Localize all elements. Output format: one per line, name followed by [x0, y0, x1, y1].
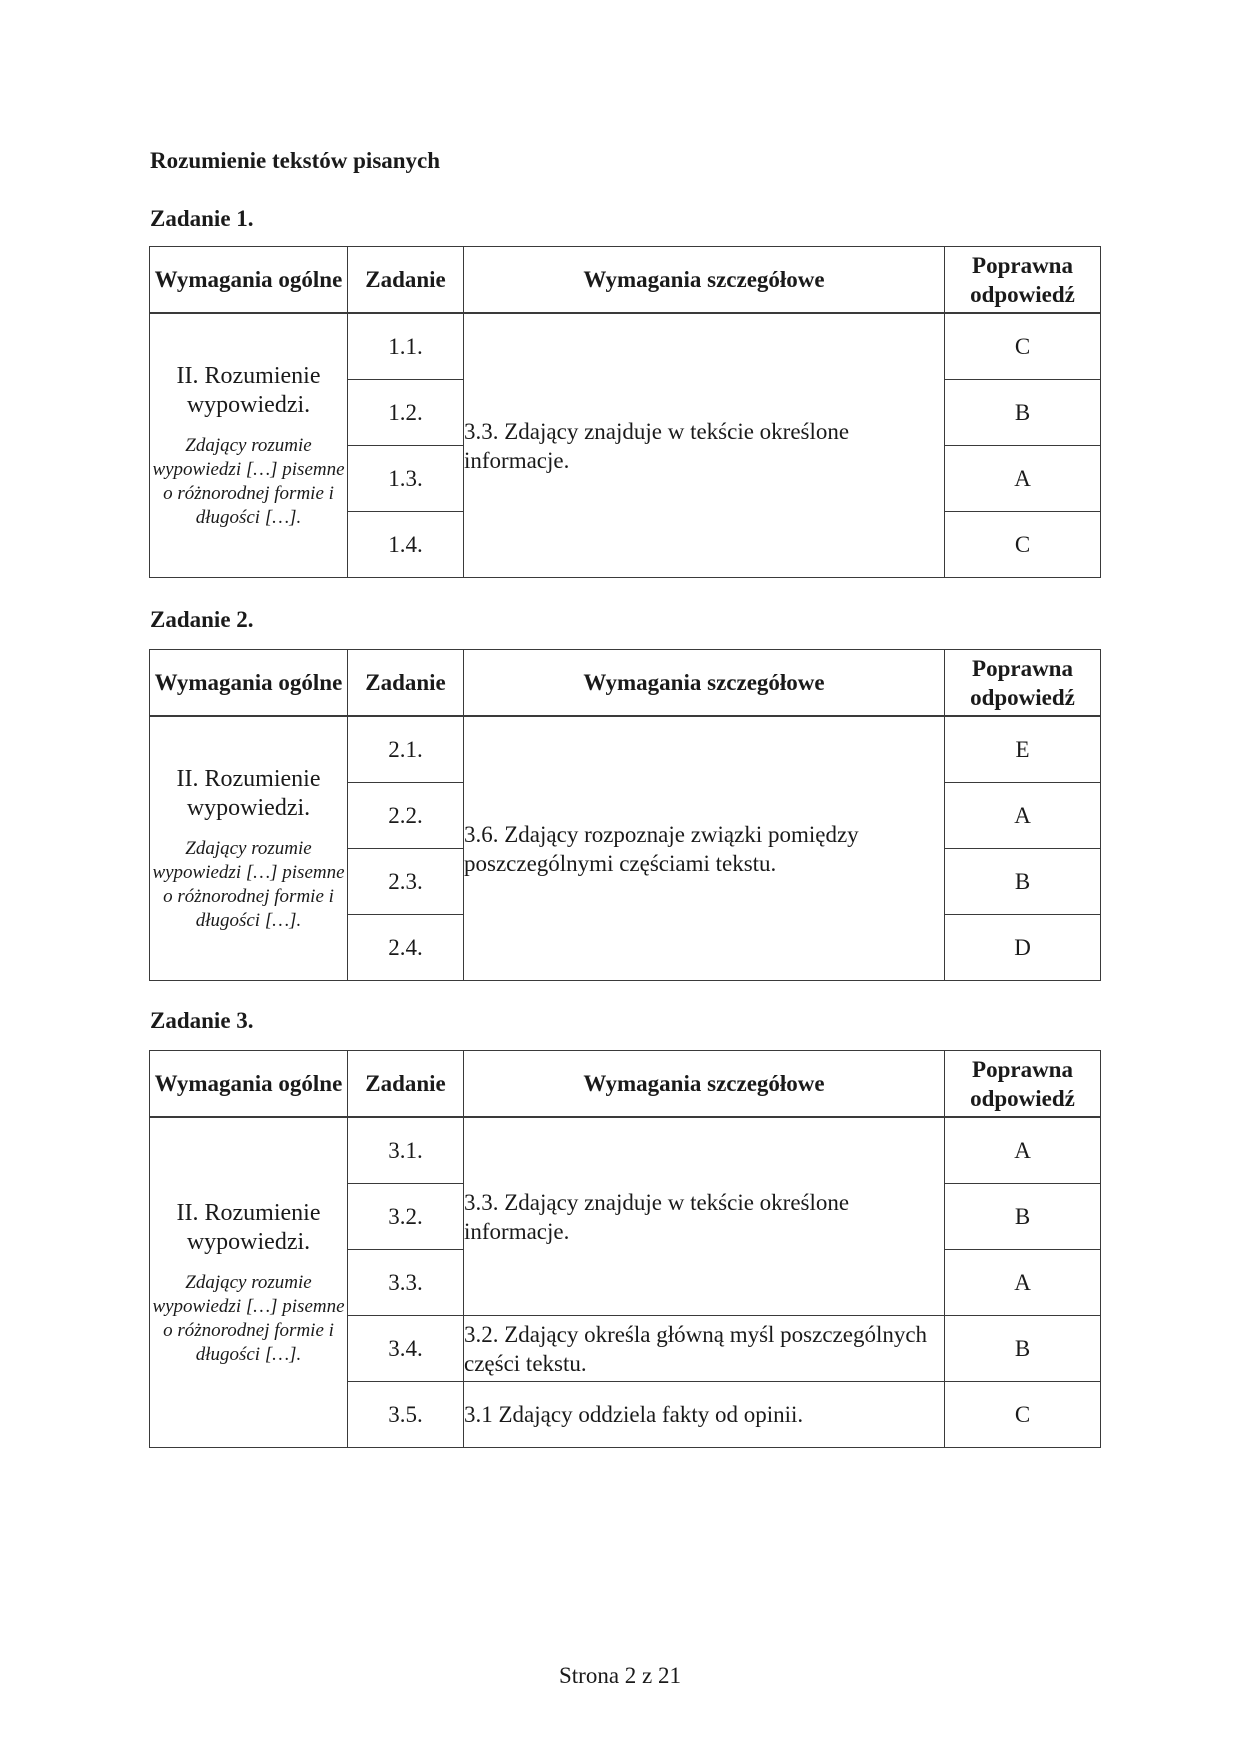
task-number: 2.1.	[348, 716, 464, 783]
general-requirement-description: Zdający rozumie wypowiedzi […] pisemne o różnorodnej formie i długości […].	[152, 434, 345, 528]
general-requirement-title: II. Rozumienie wypowiedzi.	[176, 765, 321, 821]
detailed-requirement: 3.2. Zdający określa główną myśl poszczególnych części tekstu.	[464, 1316, 945, 1382]
task-3-table	[149, 1050, 1101, 1448]
task-number: 3.1.	[348, 1117, 464, 1184]
header-detailed: Wymagania szczegółowe	[464, 1051, 945, 1118]
task-number: 3.2.	[348, 1184, 464, 1250]
general-requirement-cell	[150, 716, 348, 981]
correct-answer: A	[945, 1250, 1101, 1316]
detailed-requirement: 3.6. Zdający rozpoznaje związki pomiędzy poszczególnymi częściami tekstu.	[464, 716, 945, 981]
correct-answer: C	[945, 1382, 1101, 1448]
header-general: Wymagania ogólne	[150, 650, 348, 717]
task-number: 3.5.	[348, 1382, 464, 1448]
header-answer: Poprawna odpowiedź	[945, 247, 1101, 314]
header-answer: Poprawna odpowiedź	[945, 650, 1101, 717]
task-number: 1.3.	[348, 446, 464, 512]
table-row	[150, 313, 1101, 380]
task-1-table	[149, 246, 1101, 578]
correct-answer: C	[945, 313, 1101, 380]
task-2-heading: Zadanie 2.	[150, 607, 254, 632]
task-number: 1.2.	[348, 380, 464, 446]
correct-answer: A	[945, 783, 1101, 849]
general-requirement-cell	[150, 313, 348, 578]
correct-answer: C	[945, 512, 1101, 578]
general-requirement-cell	[150, 1117, 348, 1448]
general-requirement-title: II. Rozumienie wypowiedzi.	[176, 1199, 321, 1255]
task-1-heading: Zadanie 1.	[150, 206, 254, 231]
table-row	[150, 716, 1101, 783]
task-number: 2.4.	[348, 915, 464, 981]
general-requirement-description: Zdający rozumie wypowiedzi […] pisemne o różnorodnej formie i długości […].	[152, 837, 345, 931]
general-requirement-title: II. Rozumienie wypowiedzi.	[176, 362, 321, 418]
page-footer: Strona 2 z 21	[558, 1663, 681, 1688]
page-heading: Rozumienie tekstów pisanych	[150, 148, 441, 173]
task-number: 3.4.	[348, 1316, 464, 1382]
header-task: Zadanie	[348, 650, 464, 717]
correct-answer: B	[945, 1316, 1101, 1382]
header-task: Zadanie	[348, 1051, 464, 1118]
header-general: Wymagania ogólne	[150, 1051, 348, 1118]
correct-answer: B	[945, 380, 1101, 446]
header-answer: Poprawna odpowiedź	[945, 1051, 1101, 1118]
header-detailed: Wymagania szczegółowe	[464, 247, 945, 314]
task-number: 3.3.	[348, 1250, 464, 1316]
correct-answer: A	[945, 446, 1101, 512]
detailed-requirement: 3.1 Zdający oddziela fakty od opinii.	[464, 1382, 945, 1448]
task-number: 1.1.	[348, 313, 464, 380]
task-3-heading: Zadanie 3.	[150, 1008, 254, 1033]
header-task: Zadanie	[348, 247, 464, 314]
table-row	[150, 1117, 1101, 1184]
detailed-requirement: 3.3. Zdający znajduje w tekście określone informacje.	[464, 313, 945, 578]
detailed-requirement: 3.3. Zdający znajduje w tekście określone informacje.	[464, 1117, 945, 1316]
task-2-table	[149, 649, 1101, 981]
header-detailed: Wymagania szczegółowe	[464, 650, 945, 717]
task-number: 2.3.	[348, 849, 464, 915]
task-number: 2.2.	[348, 783, 464, 849]
correct-answer: A	[945, 1117, 1101, 1184]
header-general: Wymagania ogólne	[150, 247, 348, 314]
correct-answer: D	[945, 915, 1101, 981]
correct-answer: E	[945, 716, 1101, 783]
general-requirement-description: Zdający rozumie wypowiedzi […] pisemne o różnorodnej formie i długości […].	[152, 1271, 345, 1365]
correct-answer: B	[945, 849, 1101, 915]
task-number: 1.4.	[348, 512, 464, 578]
correct-answer: B	[945, 1184, 1101, 1250]
